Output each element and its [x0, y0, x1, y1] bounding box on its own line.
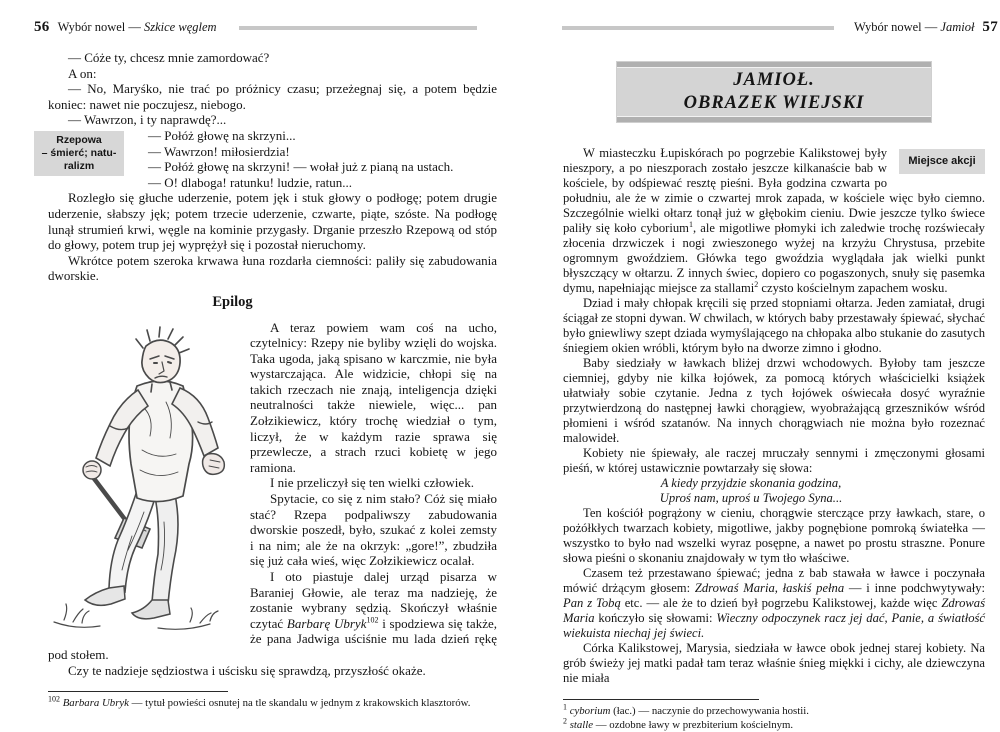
illustration-rzepa	[40, 322, 240, 644]
margin-note-line: Rzepowa	[56, 134, 102, 146]
footnote-rule	[563, 699, 759, 700]
margin-note-line: ralizm	[63, 160, 95, 172]
paragraph: I nie przeliczył się ten wielki człowiek.	[270, 475, 474, 491]
paragraph: Czasem też przestawano śpiewać; jedna z bab stawała w ławce i poczynała mówić drżącym głosem: Zdrowaś Maria, łaskiś pełna — i inne podchwytywały: Pan z Tobą etc. — ale że to dzień był pogrzebu Kalikstowej, każde więc Zdrowaś Maria kończyło się słowami: Wieczny odpoczynek racz jej dać, Panie, a światłość wiekuista niechaj jej świeci.	[563, 566, 986, 640]
hymn-verse	[563, 476, 939, 506]
footnote-rule	[48, 691, 228, 692]
dialogue-line: — Wawrzon! miłosierdzia!	[148, 143, 290, 159]
paragraph: Czy te nadzieje sędziostwa i uścisku się sprawdzą, przyszłość okaże.	[68, 662, 426, 678]
dialogue-line: — Połóż głowę na skrzyni! — wołał już z pianą na ustach.	[148, 159, 454, 175]
page-right	[528, 0, 1000, 731]
paragraph: I oto piastuje dalej urząd pisarza w Baraniej Głowie, ale teraz ma nadzieję, że zostanie wybrany sędzią. Skończył właśnie czytać Barbarę Ubryk$^{102}$ i spodziewa się także, że pana Jadwiga uściśnie mu lada dzień rękę pod stołem.	[48, 569, 497, 662]
paragraph: Ten kościół pogrążony w cieniu, chorągwie sterczące przy ławkach, stare, o pożółkłych twarzach kobiety, migotliwe, jakby pognębione pomroką światełka — wszystko to było nad wszelki wyraz posępne, a nawet po prostu straszne. Ponure słowa pieśni o skonaniu znajdowały w tym tło właściwe.	[563, 506, 985, 565]
paragraph: Córka Kalikstowej, Marysia, siedziała w ławce obok jednej starej kobiety. Na grób świeży jej matki padał tam teraz właśnie śnieg miękki i cichy, ale dziewczyna nie miała	[563, 641, 985, 685]
header-rule	[562, 26, 834, 30]
running-title: Wybór nowel — Jamioł	[854, 20, 975, 34]
dialogue-line: — O! dlaboga! ratunku! ludzie, ratun...	[148, 174, 352, 190]
dialogue-line: — Połóż głowę na skrzyni...	[148, 127, 296, 143]
dialogue-line: A on:	[68, 65, 97, 81]
running-head-left	[34, 19, 500, 36]
margin-note-miejsce-akcji: Miejsce akcji	[899, 149, 985, 174]
page-number: 57	[982, 19, 999, 35]
left-text-column	[48, 50, 497, 710]
paragraph: Rozległo się głuche uderzenie, potem jęk i stuk głowy o podłogę; potem drugie uderzenie, słabszy jęk; potem trzecie uderzenie, czwarte, piąte, szóste. Na podłogę lunął strumień krwi, węgle na kominie przygasły. Drganie przeszło Rzepową od stóp do głowy, potem trup jej wyprężył się i pozostał nieruchomy.	[48, 190, 497, 253]
dialogue-line: — No, Maryśko, nie trać po próżnicy czasu; przeżegnaj się, a potem będzie koniec: nawet nie poczujesz, niebogo.	[48, 81, 497, 112]
right-text-column	[563, 146, 985, 732]
paragraph: Spytacie, co się z nim stało? Cóż się miało stać? Rzepa podpaliwszy zabudowania dworskie poszedł, było, szukać z kolei zemsty i na nim; ale że na okrzyk: „gore!”, zbudziła się już cała wieś, więc Zołzikiewicz ocalał.	[250, 491, 497, 569]
paragraph: Dziad i mały chłopak kręcili się przed stopniami ołtarza. Jeden zamiatał, drugi ściągał ze stopni dywan. W chwilach, w których baby przestawały śpiewać, słychać było gniewliwy szept dziada wymyślającego na chłopaka albo stukanie do zasutych śniegiem okien wróbli, którym było na dworze zimno i głodno.	[563, 296, 985, 355]
dialogue-line: — Cóże ty, chcesz mnie zamordować?	[68, 50, 270, 65]
paragraph: Kobiety nie śpiewały, ale raczej mruczały sennymi i zmęczonymi głosami pieśń, w której ustawicznie powtarzały się słowa:	[563, 446, 985, 475]
man-with-axe-drawing	[40, 322, 240, 644]
footnote-area	[563, 699, 985, 732]
paragraph: W miasteczku Łupiskórach po pogrzebie Kalikstowej były nieszpory, a po nieszporach zostało jeszcze kilkanaście bab w kościele, by odśpiewać resztę pieśni. Była godzina czwarta po południu, ale że w zimie o czwartej mrok zapada, w kościele więc było ciemno. Szczególnie wielki ołtarz tonął już w głębokim cieniu. Dwie jeszcze tylko świece paliły się koło cyborium$^1$, ale migotliwe płomyki ich zaledwie trochę rozświecały złocenia drzwiczek i nogi zwieszonego wyżej na krzyżu Chrystusa, przebite ogromnym gwoździem. Główka tego gwoździa wyglądała jak wielki punkt błyszczący w ołtarzu. Z innych świec, dopiero co pogaszonych, snuły się pasemka dymu, napełniając miejsce za stallami$^2$ czysto kościelnym zapachem wosku.	[563, 146, 985, 295]
running-title: Wybór nowel — Szkice węglem	[57, 20, 217, 34]
page-number: 56	[34, 19, 50, 35]
story-subtitle: OBRAZEK WIEJSKI	[683, 93, 865, 113]
running-head-right	[562, 19, 999, 36]
story-title-box	[617, 62, 931, 122]
footnote: $^1$ cyborium (łac.) — naczynie do przechowywania hostii.	[563, 702, 809, 717]
dialogue-line: — Wawrzon, i ty naprawdę?...	[68, 112, 227, 128]
indented-dialogue-block	[148, 128, 497, 190]
epilog-heading: Epilog	[212, 293, 253, 310]
paragraph: Wkrótce potem szeroka krwawa łuna rozdarła ciemności: paliły się zabudowania dworskie.	[48, 252, 497, 284]
header-rule	[239, 26, 477, 30]
margin-note-line: – śmierć; natu-	[41, 147, 117, 159]
story-title: JAMIOŁ.	[733, 70, 815, 90]
footnote: $^2$ stalle — ozdobne ławy w prezbiterium kościelnym.	[563, 716, 794, 731]
footnote-area	[48, 691, 497, 710]
verse-line: A kiedy przyjdzie skonania godzina,	[660, 476, 842, 490]
verse-line: Uproś nam, uproś u Twojego Syna...	[659, 491, 843, 505]
footnote: $^{102}$ Barbara Ubryk — tytuł powieści osnutej na tle skandalu w jednym z krakowskich klasztorów.	[48, 694, 471, 710]
paragraph: A teraz powiem wam coś na ucho, czytelnicy: Rzepy nie byliby wzięli do wojska. Taka ugoda, jaką spisano w karczmie, nie była wystarczająca. Ale widzicie, chłopi się na takich rzeczach nie znają, inteligencja dzięki neutralności także niewiele, więc... pan Zołzikiewicz, który trochę wiedział o tym, liczył, że w każdym razie sprawa się przewlecze, a strach rzuci kobietę w jego ramiona.	[250, 319, 497, 475]
paragraph: Baby siedziały w ławkach bliżej drzwi wchodowych. Byłoby tam jeszcze ciemniej, gdyby nie kilka łojówek, za pomocą których właścicielki książek ułatwiały sobie czytanie. Jedna z tych łojówek oświecała dosyć wyraźnie przytwierdzoną do następnej ławki chorągiew, wyobrażającą grzeszników wśród płomieni i wśród szatanów. Na innych chorągwiach nie można było rozeznać malowideł.	[563, 356, 985, 445]
